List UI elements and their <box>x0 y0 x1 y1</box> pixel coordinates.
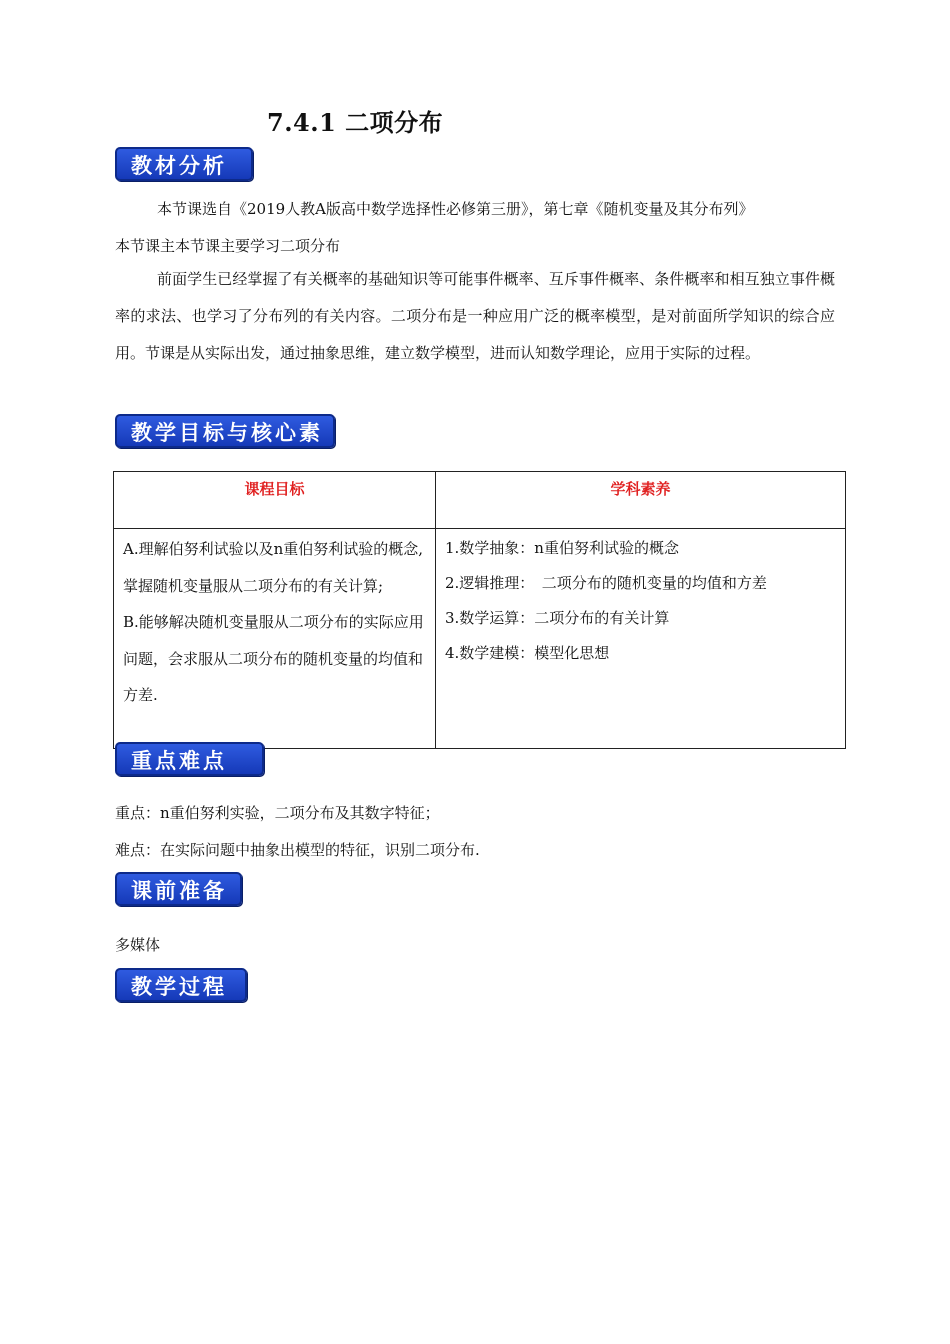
course-goal-a: A.理解伯努利试验以及n重伯努利试验的概念,掌握随机变量服从二项分布的有关计算; <box>123 540 424 595</box>
core-literacy-cell <box>436 529 846 749</box>
analysis-paragraph-1-line-1: 本节课选自《2019人教A版高中数学选择性必修第三册》，第七章《随机变量及其分布列》 <box>157 200 754 218</box>
section-badge-goals: 教学目标与核心素养 <box>115 414 335 448</box>
analysis-paragraph-1-line-2: 本节课主本节课主要学习二项分布 <box>115 237 341 255</box>
goals-table <box>113 471 846 749</box>
literacy-item: 2.逻辑推理： 二项分布的随机变量的均值和方差 <box>445 574 767 592</box>
section-badge-preparation: 课前准备 <box>115 872 242 906</box>
table-header-core-literacy: 学科素养 <box>436 472 846 529</box>
course-goals-cell <box>114 529 436 749</box>
section-badge-key-points: 重点难点 <box>115 742 264 776</box>
key-point-text: 重点：n重伯努利实验，二项分布及其数字特征； <box>115 804 440 822</box>
literacy-item: 4.数学建模：模型化思想 <box>445 644 610 662</box>
section-badge-analysis: 教材分析 <box>115 147 253 181</box>
difficult-point-text: 难点：在实际问题中抽象出模型的特征，识别二项分布. <box>115 841 480 859</box>
table-header-course-goals: 课程目标 <box>114 472 436 529</box>
course-goal-b: B.能够解决随机变量服从二项分布的实际应用问题，会求服从二项分布的随机变量的均值和方差. <box>123 613 424 704</box>
preparation-text: 多媒体 <box>115 936 161 954</box>
literacy-item: 3.数学运算：二项分布的有关计算 <box>445 609 670 627</box>
analysis-paragraph-2: 前面学生已经掌握了有关概率的基础知识等可能事件概率、互斥事件概率、条件概率和相互独立事件概率的求法、也学习了分布列的有关内容。二项分布是一种应用广泛的概率模型，是对前面所学知识的综合应用。节课是从实际出发，通过抽象思维，建立数学模型，进而认知数学理论，应用于实际的过程。 <box>115 270 835 362</box>
literacy-item: 1.数学抽象：n重伯努利试验的概念 <box>445 539 679 557</box>
section-badge-process: 教学过程 <box>115 968 247 1002</box>
page-title: 7.4.1 二项分布 <box>267 108 444 137</box>
